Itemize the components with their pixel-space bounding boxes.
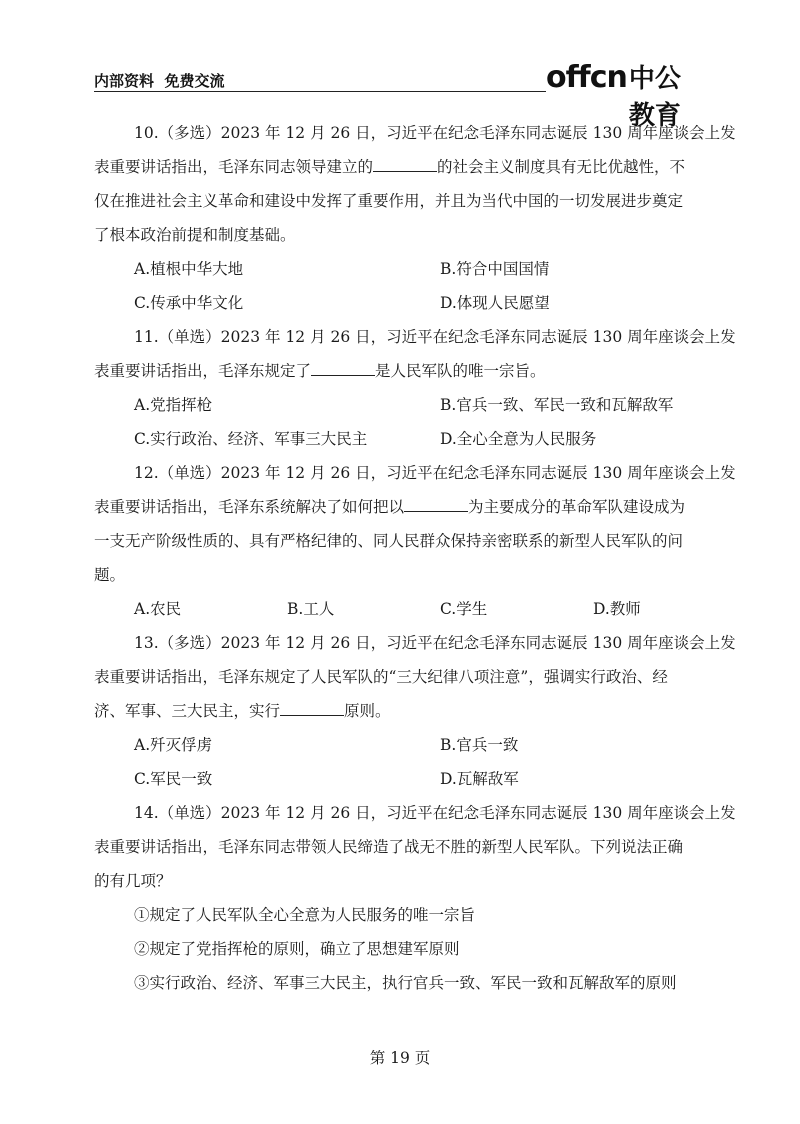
option-a: A.党指挥枪 [134, 396, 213, 414]
option-c: C.传承中华文化 [134, 294, 244, 312]
options-row [94, 762, 706, 796]
page-number: 第 19 页 [369, 1049, 431, 1067]
stem-text: 的社会主义制度具有无比优越性，不 [437, 158, 686, 176]
question-stem-line: 表重要讲话指出，毛泽东规定了人民军队的“三大纪律八项注意”，强调实行政治、经 [94, 668, 668, 686]
statement-item: ②规定了党指挥枪的原则，确立了思想建军原则 [134, 940, 460, 958]
options-row [94, 728, 706, 762]
stem-text: 是人民军队的唯一宗旨。 [375, 362, 546, 380]
page-content [94, 116, 736, 1000]
option-c: C.实行政治、经济、军事三大民主 [134, 430, 368, 448]
question-stem-line: 13.（多选）2023 年 12 月 26 日，习近平在纪念毛泽东同志诞辰 130 周年座谈会上发 [134, 634, 736, 652]
stem-text: 为主要成分的革命军队建设成为 [468, 498, 686, 516]
statement-item: ③实行政治、经济、军事三大民主，执行官兵一致、军民一致和瓦解敌军的原则 [134, 974, 677, 992]
question-stem-line: 仅在推进社会主义革命和建设中发挥了重要作用，并且为当代中国的一切发展进步奠定 [94, 192, 684, 210]
options-row [94, 388, 706, 422]
stem-text: 表重要讲话指出，毛泽东系统解决了如何把以 [94, 498, 405, 516]
header-rule [94, 91, 546, 92]
stem-text: 济、军事、三大民主，实行 [94, 702, 281, 720]
option-b: B.官兵一致、军民一致和瓦解敌军 [440, 396, 674, 414]
option-d: D.体现人民愿望 [440, 294, 550, 312]
option-d: D.教师 [593, 600, 641, 618]
option-c: C.学生 [440, 600, 488, 618]
question-10 [94, 116, 736, 320]
options-row [94, 252, 706, 286]
option-a: A.农民 [134, 600, 182, 618]
question-stem-line: 12.（单选）2023 年 12 月 26 日，习近平在纪念毛泽东同志诞辰 130 周年座谈会上发 [134, 464, 736, 482]
option-d: D.瓦解敌军 [440, 770, 519, 788]
question-stem-line: 14.（单选）2023 年 12 月 26 日，习近平在纪念毛泽东同志诞辰 130 周年座谈会上发 [134, 804, 736, 822]
option-a: A.歼灭俘虏 [134, 736, 213, 754]
stem-text: 原则。 [344, 702, 391, 720]
question-stem-line [94, 354, 706, 388]
question-stem-line [94, 694, 706, 728]
options-row [94, 286, 706, 320]
question-stem-line: 题。 [94, 566, 126, 584]
option-b: B.符合中国国情 [440, 260, 550, 278]
question-stem-line: 10.（多选）2023 年 12 月 26 日，习近平在纪念毛泽东同志诞辰 130 周年座谈会上发 [134, 124, 736, 142]
question-stem-line [94, 490, 706, 524]
logo-brand: offcn [546, 60, 627, 95]
stem-text: 表重要讲话指出，毛泽东同志领导建立的 [94, 158, 374, 176]
question-stem-line: 11.（单选）2023 年 12 月 26 日，习近平在纪念毛泽东同志诞辰 130 周年座谈会上发 [134, 328, 736, 346]
option-b: B.官兵一致 [440, 736, 519, 754]
question-12 [94, 456, 736, 626]
question-11 [94, 320, 736, 456]
question-stem-line: 的有几项？ [94, 872, 172, 890]
fill-blank [373, 157, 437, 172]
question-14 [94, 796, 736, 1000]
logo-brand-cn: 中公教育 [628, 64, 681, 131]
fill-blank [311, 361, 375, 376]
option-a: A.植根中华大地 [134, 260, 244, 278]
stem-text: 表重要讲话指出，毛泽东规定了 [94, 362, 312, 380]
statement-item: ①规定了人民军队全心全意为人民服务的唯一宗旨 [134, 906, 476, 924]
question-stem-line [94, 150, 706, 184]
question-13 [94, 626, 736, 796]
question-stem-line: 表重要讲话指出，毛泽东同志带领人民缔造了战无不胜的新型人民军队。下列说法正确 [94, 838, 684, 856]
option-b: B.工人 [287, 600, 335, 618]
question-stem-line: 了根本政治前提和制度基础。 [94, 226, 296, 244]
question-stem-line: 一支无产阶级性质的、具有严格纪律的、同人民群众保持亲密联系的新型人民军队的问 [94, 532, 684, 550]
option-c: C.军民一致 [134, 770, 213, 788]
fill-blank [280, 701, 344, 716]
offcn-logo [546, 58, 706, 131]
header-note: 内部资料 免费交流 [94, 72, 225, 90]
fill-blank [404, 497, 468, 512]
options-row [94, 422, 706, 456]
options-row [94, 592, 706, 626]
page-header [94, 60, 706, 131]
option-d: D.全心全意为人民服务 [440, 430, 597, 448]
